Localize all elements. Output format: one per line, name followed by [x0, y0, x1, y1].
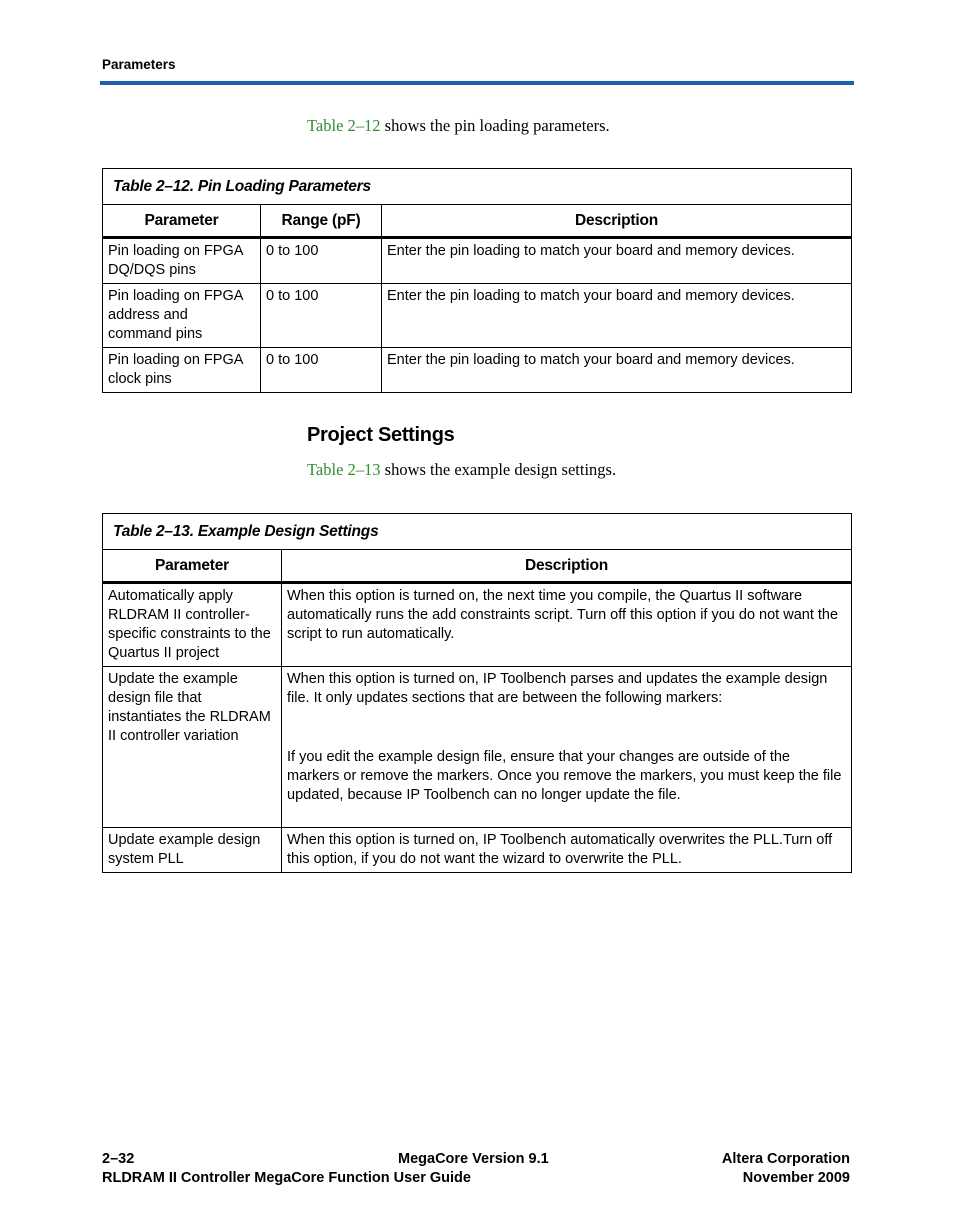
table-row [103, 284, 852, 348]
intro-paragraph-pin [307, 116, 610, 136]
table-row [103, 348, 852, 393]
table-2-13-link[interactable]: Table 2–13 [307, 460, 381, 479]
table-2-12-link[interactable]: Table 2–12 [307, 116, 381, 135]
description-text: When this option is turned on, IP Toolbench parses and updates the example design file. It only updates sections that are between the following markers: [287, 671, 828, 706]
parameter-cell: Update the example design file that instantiates the RLDRAM II controller variation [103, 667, 282, 828]
description-text: When this option is turned on, the next time you compile, the Quartus II software automatically runs the add constraints script. Turn off this option if you do not want the script to run automatically. [287, 588, 839, 642]
column-header: Description [282, 550, 852, 583]
description-text: When this option is turned on, IP Toolbench automatically overwrites the PLL.Turn off this option, if you do not want the wizard to overwrite the PLL. [287, 832, 833, 867]
pin-loading-table [102, 168, 852, 393]
parameter-cell: Update example design system PLL [103, 828, 282, 873]
markers-gap [287, 708, 846, 748]
section-heading: Project Settings [307, 424, 455, 446]
table-row [103, 238, 852, 284]
table-caption: Table 2–12. Pin Loading Parameters [103, 169, 852, 205]
parameter-cell: Pin loading on FPGA clock pins [103, 348, 261, 393]
column-header: Description [382, 205, 852, 238]
parameter-cell: Pin loading on FPGA address and command pins [103, 284, 261, 348]
column-header: Range (pF) [261, 205, 382, 238]
parameter-cell: Pin loading on FPGA DQ/DQS pins [103, 238, 261, 284]
page-number: 2–32 [102, 1151, 135, 1167]
footer-version: MegaCore Version 9.1 [398, 1151, 549, 1167]
example-design-table [102, 513, 852, 873]
table-row [103, 583, 852, 667]
intro-paragraph-project [307, 460, 616, 480]
column-header: Parameter [103, 205, 261, 238]
footer-date: November 2009 [742, 1170, 850, 1186]
range-cell: 0 to 100 [261, 238, 382, 284]
intro-text: shows the pin loading parameters. [380, 116, 610, 135]
table-row [103, 828, 852, 873]
description-cell: Enter the pin loading to match your board and memory devices. [382, 238, 852, 284]
description-cell [282, 667, 852, 828]
footer-guide-title: RLDRAM II Controller MegaCore Function User Guide [102, 1170, 471, 1186]
range-cell: 0 to 100 [261, 284, 382, 348]
table-caption: Table 2–13. Example Design Settings [103, 514, 852, 550]
column-header: Parameter [103, 550, 282, 583]
parameter-cell: Automatically apply RLDRAM II controller-specific constraints to the Quartus II project [103, 583, 282, 667]
footer-company: Altera Corporation [721, 1151, 850, 1167]
description-cell [282, 583, 852, 667]
description-cell: Enter the pin loading to match your board and memory devices. [382, 284, 852, 348]
table-row [103, 667, 852, 828]
running-head: Parameters [102, 57, 176, 72]
description-note: If you edit the example design file, ensure that your changes are outside of the markers or remove the markers. Once you remove the markers, you must keep the file updated, because IP Toolbench can no longer update the file. [287, 749, 842, 803]
header-rule [100, 81, 854, 85]
description-cell: Enter the pin loading to match your board and memory devices. [382, 348, 852, 393]
range-cell: 0 to 100 [261, 348, 382, 393]
description-cell [282, 828, 852, 873]
intro-text: shows the example design settings. [380, 460, 617, 479]
